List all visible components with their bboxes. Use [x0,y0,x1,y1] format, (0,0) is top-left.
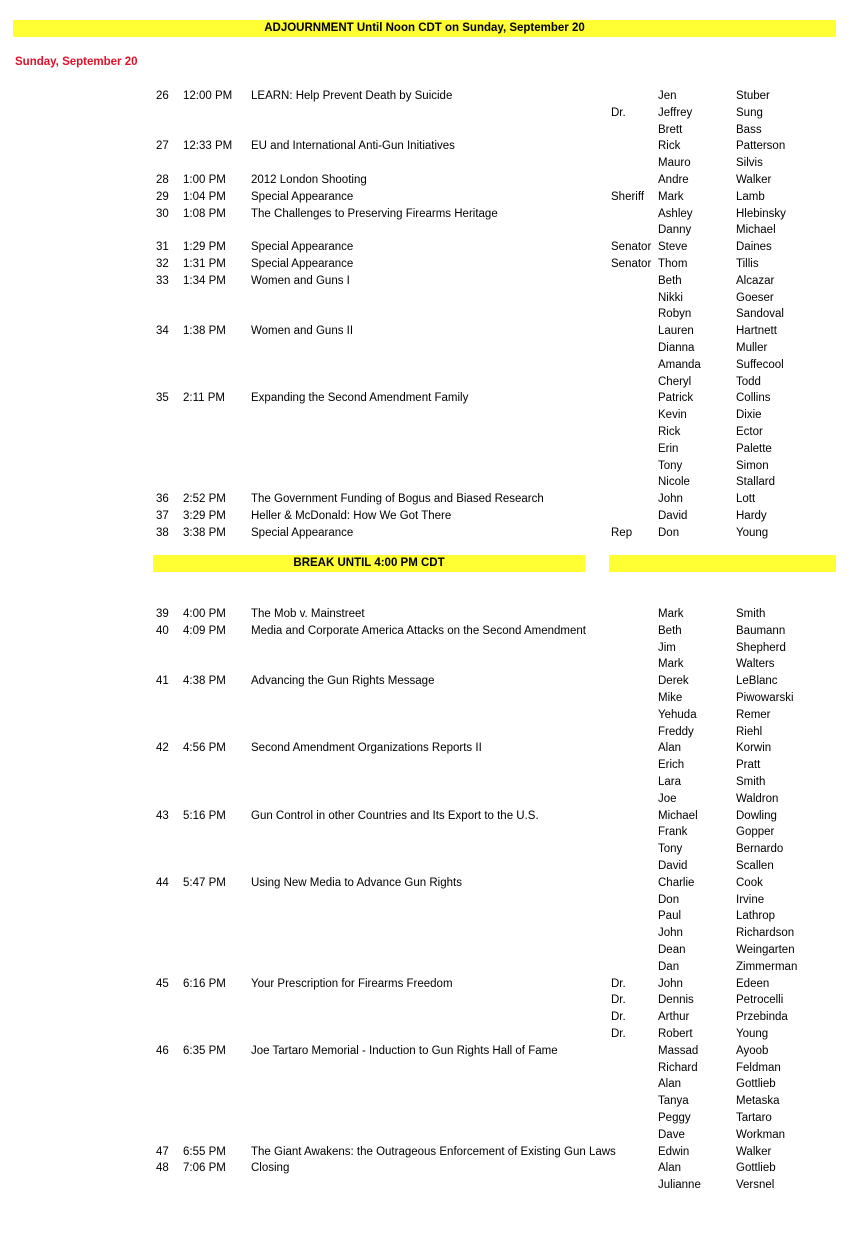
break-banner: BREAK UNTIL 4:00 PM CDT [153,555,585,572]
session-title: LEARN: Help Prevent Death by Suicide [251,90,453,102]
schedule-row [0,606,860,623]
session-number: 30 [156,207,169,220]
schedule-row [0,458,860,475]
schedule-row [0,623,860,640]
speaker-first-name: Jeffrey [658,106,693,119]
speaker-first-name: Edwin [658,1145,690,1158]
speaker-first-name: Andre [658,173,689,186]
schedule-row [0,892,860,909]
session-number: 35 [156,392,169,405]
schedule-row [0,290,860,307]
speaker-first-name: Brett [658,123,683,136]
speaker-last-name: Ayoob [736,1044,769,1057]
speaker-first-name: Derek [658,675,689,688]
session-number: 44 [156,876,169,889]
speaker-last-name: Collins [736,392,771,405]
session-number: 43 [156,809,169,822]
schedule-row [0,824,860,841]
session-time: 2:11 PM [183,392,225,405]
schedule-row [0,88,860,105]
speaker-last-name: Walker [736,1145,772,1158]
speaker-honorific: Dr. [611,106,626,119]
session-title: Special Appearance [251,190,354,203]
session-title: Women and Guns II [251,325,354,338]
schedule-row [0,189,860,206]
speaker-first-name: Erich [658,759,685,772]
session-time: 1:29 PM [183,241,226,254]
speaker-first-name: Amanda [658,358,701,371]
speaker-first-name: Freddy [658,725,694,738]
schedule-row [0,740,860,757]
speaker-first-name: Erin [658,442,679,455]
session-title: Heller & McDonald: How We Got There [251,509,452,522]
session-title: 2012 London Shooting [251,173,367,186]
speaker-first-name: Yehuda [658,708,697,721]
speaker-last-name: Versnel [736,1179,775,1192]
speaker-last-name: Young [736,526,769,539]
session-title: The Challenges to Preserving Firearms Heritage [251,207,498,220]
speaker-last-name: Dixie [736,409,762,422]
speaker-last-name: Lott [736,493,756,506]
speaker-first-name: Patrick [658,392,694,405]
session-time: 1:04 PM [183,190,226,203]
schedule-row [0,105,860,122]
session-title: Joe Tartaro Memorial - Induction to Gun Rights Hall of Fame [251,1044,558,1057]
schedule-row [0,441,860,458]
speaker-last-name: Palette [736,442,772,455]
session-time: 4:00 PM [183,608,226,620]
session-number: 45 [156,977,169,990]
speaker-first-name: Dianna [658,341,695,354]
session-title: Gun Control in other Countries and Its Export to the U.S. [251,809,539,822]
speaker-last-name: Cook [736,876,763,889]
speaker-first-name: Peggy [658,1111,691,1124]
schedule-row [0,1009,860,1026]
speaker-last-name: Gottlieb [736,1162,776,1175]
session-number: 32 [156,257,169,270]
speaker-last-name: Gopper [736,826,775,839]
session-time: 1:38 PM [183,325,226,338]
session-time: 5:16 PM [183,809,226,822]
speaker-last-name: Zimmerman [736,960,798,973]
schedule-row [0,908,860,925]
speaker-last-name: Feldman [736,1061,781,1074]
speaker-last-name: Tillis [736,257,759,270]
speaker-first-name: John [658,977,683,990]
speaker-first-name: Ashley [658,207,693,220]
speaker-first-name: Dan [658,960,680,973]
schedule-row [0,1144,860,1161]
schedule-row [0,407,860,424]
session-time: 1:00 PM [183,173,226,186]
speaker-last-name: Workman [736,1128,785,1141]
session-time: 1:08 PM [183,207,226,220]
session-number: 31 [156,241,169,254]
speaker-last-name: Pratt [736,759,761,772]
session-number: 48 [156,1162,169,1175]
session-number: 39 [156,608,169,620]
speaker-first-name: Steve [658,241,688,254]
schedule-row [0,656,860,673]
speaker-first-name: Tanya [658,1095,689,1108]
schedule-row [0,172,860,189]
speaker-first-name: Lauren [658,325,694,338]
speaker-last-name: Weingarten [736,943,795,956]
speaker-last-name: Hartnett [736,325,777,338]
schedule-row [0,424,860,441]
session-title: Women and Guns I [251,274,350,287]
session-number: 38 [156,526,169,539]
session-title: Your Prescription for Firearms Freedom [251,977,453,990]
speaker-honorific: Dr. [611,977,626,990]
speaker-honorific: Sheriff [611,190,645,203]
speaker-last-name: Alcazar [736,274,775,287]
schedule-row [0,942,860,959]
session-number: 26 [156,90,169,102]
speaker-first-name: Mark [658,608,684,620]
speaker-last-name: Remer [736,708,771,721]
speaker-first-name: David [658,509,688,522]
speaker-last-name: Richardson [736,927,795,940]
schedule-row [0,340,860,357]
schedule-row [0,357,860,374]
speaker-first-name: Alan [658,742,682,755]
schedule-row [0,875,860,892]
speaker-last-name: Stuber [736,90,770,102]
schedule-row [0,959,860,976]
session-number: 29 [156,190,169,203]
speaker-first-name: Paul [658,910,682,923]
speaker-last-name: Silvis [736,157,763,170]
speaker-first-name: Thom [658,257,688,270]
schedule-row [0,774,860,791]
session-time: 1:31 PM [183,257,226,270]
session-title: Using New Media to Advance Gun Rights [251,876,462,889]
speaker-last-name: Michael [736,224,776,237]
speaker-first-name: Arthur [658,1011,690,1024]
speaker-last-name: Walker [736,173,772,186]
speaker-last-name: Walters [736,658,775,671]
speaker-last-name: Ector [736,425,763,438]
speaker-first-name: Dean [658,943,686,956]
schedule-row [0,992,860,1009]
schedule-row [0,1110,860,1127]
schedule-row [0,925,860,942]
speaker-last-name: Smith [736,775,766,788]
schedule-table-before-break [0,88,860,542]
schedule-row [0,791,860,808]
adjournment-banner: ADJOURNMENT Until Noon CDT on Sunday, September 20 [13,20,836,37]
schedule-row [0,640,860,657]
speaker-first-name: John [658,927,683,940]
schedule-row [0,1093,860,1110]
schedule-row [0,474,860,491]
speaker-last-name: Tartaro [736,1111,772,1124]
session-number: 47 [156,1145,169,1158]
schedule-row [0,206,860,223]
speaker-last-name: Simon [736,459,769,472]
session-title: The Government Funding of Bogus and Biased Research [251,493,544,506]
schedule-row [0,525,860,542]
speaker-honorific: Senator [611,257,652,270]
schedule-row [0,724,860,741]
speaker-first-name: John [658,493,683,506]
speaker-last-name: Korwin [736,742,772,755]
session-time: 1:34 PM [183,274,226,287]
day-heading: Sunday, September 20 [15,56,138,68]
speaker-last-name: Patterson [736,140,786,153]
speaker-last-name: Suffecool [736,358,784,371]
speaker-first-name: David [658,859,688,872]
session-title: Second Amendment Organizations Reports II [251,742,482,755]
schedule-table-after-break [0,606,860,1194]
speaker-first-name: Robyn [658,308,692,321]
speaker-last-name: Daines [736,241,772,254]
speaker-last-name: Shepherd [736,641,786,654]
speaker-honorific: Dr. [611,1027,626,1040]
session-number: 40 [156,624,169,637]
speaker-honorific: Dr. [611,1011,626,1024]
schedule-row [0,222,860,239]
speaker-last-name: Hardy [736,509,767,522]
schedule-row [0,256,860,273]
schedule-row [0,273,860,290]
speaker-first-name: Robert [658,1027,693,1040]
schedule-row [0,155,860,172]
speaker-first-name: Richard [658,1061,698,1074]
schedule-row [0,757,860,774]
speaker-last-name: Smith [736,608,766,620]
speaker-last-name: Bernardo [736,843,784,856]
speaker-first-name: Charlie [658,876,695,889]
schedule-row [0,1076,860,1093]
speaker-first-name: Michael [658,809,698,822]
schedule-row [0,808,860,825]
schedule-row [0,306,860,323]
speaker-first-name: Jim [658,641,676,654]
session-time: 3:29 PM [183,509,226,522]
schedule-row [0,841,860,858]
speaker-last-name: Irvine [736,893,765,906]
break-banner-extension [609,555,836,572]
schedule-row [0,239,860,256]
session-time: 6:16 PM [183,977,226,990]
schedule-row [0,323,860,340]
session-number: 42 [156,742,169,755]
speaker-first-name: Beth [658,274,682,287]
speaker-first-name: Lara [658,775,682,788]
speaker-last-name: Goeser [736,291,774,304]
speaker-last-name: Metaska [736,1095,780,1108]
schedule-row [0,122,860,139]
session-title: Special Appearance [251,526,354,539]
speaker-last-name: Todd [736,375,761,388]
schedule-row [0,673,860,690]
speaker-first-name: Danny [658,224,692,237]
speaker-first-name: Tony [658,843,683,856]
speaker-last-name: Young [736,1027,769,1040]
speaker-first-name: Mark [658,658,684,671]
session-time: 12:00 PM [183,90,233,102]
session-number: 33 [156,274,169,287]
schedule-row [0,1043,860,1060]
speaker-last-name: Gottlieb [736,1078,776,1091]
speaker-first-name: Mike [658,691,683,704]
speaker-first-name: Tony [658,459,683,472]
session-number: 28 [156,173,169,186]
speaker-first-name: Beth [658,624,682,637]
speaker-first-name: Jen [658,90,677,102]
schedule-row [0,1177,860,1194]
schedule-row [0,508,860,525]
speaker-first-name: Dennis [658,994,694,1007]
session-title: Special Appearance [251,241,354,254]
speaker-last-name: Lamb [736,190,765,203]
speaker-first-name: Don [658,893,680,906]
schedule-row [0,390,860,407]
speaker-last-name: Sung [736,106,763,119]
speaker-last-name: Bass [736,123,762,136]
speaker-last-name: Stallard [736,476,775,489]
speaker-last-name: Dowling [736,809,777,822]
speaker-first-name: Mark [658,190,684,203]
session-time: 3:38 PM [183,526,226,539]
speaker-last-name: Sandoval [736,308,784,321]
schedule-row [0,707,860,724]
schedule-row [0,976,860,993]
session-number: 46 [156,1044,169,1057]
speaker-last-name: Muller [736,341,768,354]
speaker-last-name: Riehl [736,725,763,738]
speaker-first-name: Frank [658,826,688,839]
session-title: The Mob v. Mainstreet [251,608,365,620]
schedule-row [0,1160,860,1177]
schedule-row [0,1127,860,1144]
session-number: 27 [156,140,169,153]
speaker-last-name: Lathrop [736,910,776,923]
session-time: 7:06 PM [183,1162,226,1175]
speaker-first-name: Alan [658,1078,682,1091]
session-time: 6:55 PM [183,1145,226,1158]
speaker-first-name: Rick [658,140,681,153]
schedule-row [0,491,860,508]
speaker-last-name: Przebinda [736,1011,788,1024]
speaker-first-name: Joe [658,792,677,805]
speaker-first-name: Alan [658,1162,682,1175]
speaker-first-name: Julianne [658,1179,701,1192]
speaker-first-name: Cheryl [658,375,692,388]
session-time: 2:52 PM [183,493,226,506]
speaker-first-name: Nikki [658,291,683,304]
schedule-row [0,858,860,875]
session-time: 4:09 PM [183,624,226,637]
speaker-first-name: Mauro [658,157,691,170]
session-time: 6:35 PM [183,1044,226,1057]
speaker-first-name: Nicole [658,476,690,489]
speaker-first-name: Rick [658,425,681,438]
session-title: EU and International Anti-Gun Initiatives [251,140,455,153]
schedule-row [0,374,860,391]
speaker-last-name: Hlebinsky [736,207,786,220]
speaker-first-name: Dave [658,1128,685,1141]
session-title: The Giant Awakens: the Outrageous Enforcement of Existing Gun Laws [251,1145,616,1158]
speaker-last-name: Petrocelli [736,994,784,1007]
session-title: Media and Corporate America Attacks on the Second Amendment [251,624,586,637]
session-time: 4:56 PM [183,742,226,755]
session-time: 12:33 PM [183,140,233,153]
session-title: Advancing the Gun Rights Message [251,675,435,688]
speaker-last-name: Edeen [736,977,770,990]
speaker-last-name: Scallen [736,859,774,872]
speaker-first-name: Kevin [658,409,687,422]
speaker-last-name: Waldron [736,792,779,805]
session-time: 5:47 PM [183,876,226,889]
schedule-row [0,138,860,155]
schedule-row [0,1026,860,1043]
session-title: Closing [251,1162,290,1175]
session-number: 34 [156,325,169,338]
session-number: 36 [156,493,169,506]
session-title: Special Appearance [251,257,354,270]
speaker-first-name: Massad [658,1044,699,1057]
session-number: 41 [156,675,169,688]
speaker-first-name: Don [658,526,680,539]
speaker-honorific: Senator [611,241,652,254]
session-time: 4:38 PM [183,675,226,688]
session-title: Expanding the Second Amendment Family [251,392,469,405]
schedule-row [0,690,860,707]
speaker-last-name: LeBlanc [736,675,778,688]
speaker-last-name: Baumann [736,624,786,637]
speaker-honorific: Rep [611,526,633,539]
schedule-row [0,1060,860,1077]
speaker-honorific: Dr. [611,994,626,1007]
session-number: 37 [156,509,169,522]
speaker-last-name: Piwowarski [736,691,794,704]
